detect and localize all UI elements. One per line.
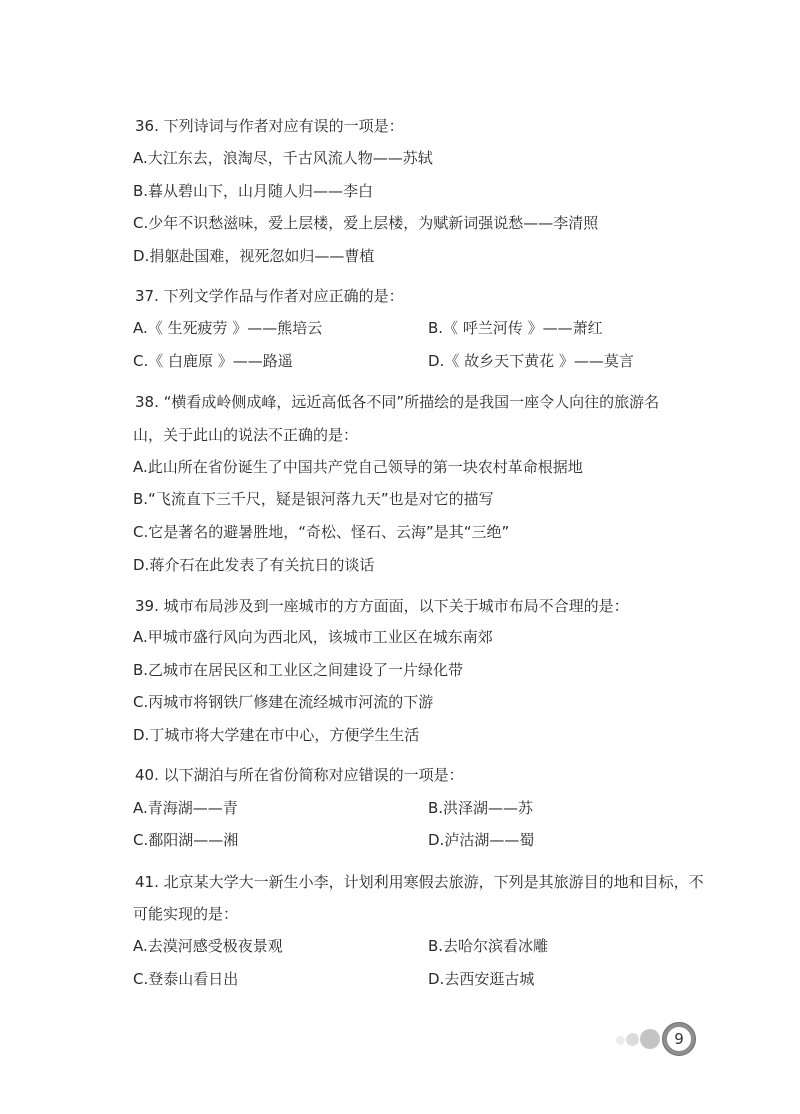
question-37-option-a: A.《 生死疲劳 》——熊培云: [133, 319, 323, 337]
question-41-option-c: C.登泰山看日出: [133, 970, 239, 988]
question-39-option-d: D.丁城市将大学建在市中心，方便学生生活: [133, 726, 420, 744]
question-36-option-a: A.大江东去，浪淘尽，千古风流人物——苏轼: [133, 149, 433, 167]
question-38-stem-continued: 山，关于此山的说法不正确的是：: [133, 426, 359, 444]
question-39-option-a: A.甲城市盛行风向为西北风，该城市工业区在城东南郊: [133, 628, 493, 646]
question-40-stem: 40. 以下湖泊与所在省份简称对应错误的一项是：: [135, 766, 464, 784]
question-39-stem: 39. 城市布局涉及到一座城市的方方面面，以下关于城市布局不合理的是：: [135, 597, 629, 615]
question-36-option-c: C.少年不识愁滋味，爱上层楼，爱上层楼，为赋新词强说愁——李清照: [133, 214, 599, 232]
question-36-option-b: B.暮从碧山下，山月随人归——李白: [133, 182, 374, 200]
question-36-stem: 36. 下列诗词与作者对应有误的一项是：: [135, 117, 404, 135]
decorative-dot-small: [616, 1036, 625, 1045]
page-number-badge: [612, 1022, 702, 1058]
question-41-option-d: D.去西安逛古城: [428, 970, 535, 988]
question-36-option-d: D.捐躯赴国难，视死忽如归——曹植: [133, 247, 375, 265]
question-37-option-d: D.《 故乡天下黄花 》——莫言: [428, 352, 634, 370]
question-40-option-d: D.泸沽湖——蜀: [428, 831, 535, 849]
question-38-option-c: C.它是著名的避暑胜地，“奇松、怪石、云海”是其“三绝”: [133, 523, 510, 541]
question-39-option-c: C.丙城市将钢铁厂修建在流经城市河流的下游: [133, 693, 434, 711]
page-number-circle: [662, 1022, 696, 1056]
question-41-option-b: B.去哈尔滨看冰雕: [428, 937, 549, 955]
page-number: 9: [667, 1027, 691, 1051]
question-38-option-d: D.蒋介石在此发表了有关抗日的谈话: [133, 556, 375, 574]
question-37-option-c: C.《 白鹿原 》——路遥: [133, 352, 293, 370]
decorative-dot-medium: [626, 1033, 639, 1046]
question-41-stem-continued: 可能实现的是：: [133, 905, 239, 923]
question-40-option-c: C.鄱阳湖——湘: [133, 831, 239, 849]
question-40-option-b: B.洪泽湖——苏: [428, 799, 534, 817]
question-38-stem: 38. “横看成岭侧成峰，远近高低各不同”所描绘的是我国一座令人向往的旅游名: [135, 393, 660, 411]
question-39-option-b: B.乙城市在居民区和工业区之间建设了一片绿化带: [133, 661, 464, 679]
question-38-option-a: A.此山所在省份诞生了中国共产党自己领导的第一块农村革命根据地: [133, 458, 583, 476]
question-41-stem: 41. 北京某大学大一新生小李，计划利用寒假去旅游，下列是其旅游目的地和目标，不: [135, 873, 704, 891]
decorative-dot-large: [640, 1029, 660, 1049]
question-37-option-b: B.《 呼兰河传 》——萧红: [428, 319, 603, 337]
question-40-option-a: A.青海湖——青: [133, 799, 238, 817]
question-38-option-b: B.“飞流直下三千尺，疑是银河落九天”也是对它的描写: [133, 490, 494, 508]
question-41-option-a: A.去漠河感受极夜景观: [133, 937, 283, 955]
question-37-stem: 37. 下列文学作品与作者对应正确的是：: [135, 287, 404, 305]
